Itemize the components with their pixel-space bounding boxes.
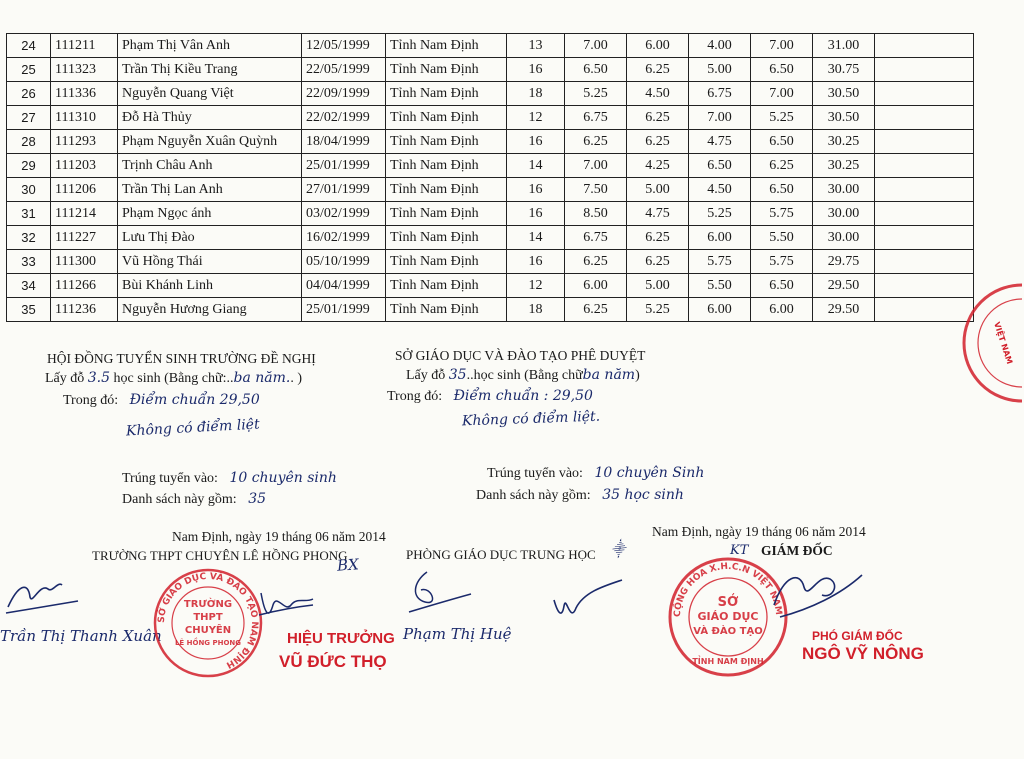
cell-name: Phạm Ngọc ánh bbox=[118, 202, 302, 226]
cell-note bbox=[875, 130, 974, 154]
dept-sign-hw: Phạm Thị Huệ bbox=[403, 625, 512, 643]
left-among-label: Trong đó: bbox=[63, 393, 119, 408]
cell-code: 111310 bbox=[51, 106, 118, 130]
cell-s2: 4.50 bbox=[627, 82, 689, 106]
cell-name: Nguyễn Hương Giang bbox=[118, 298, 302, 322]
right-count-words-hw: ba năm bbox=[582, 367, 636, 383]
right-stamp-line3: VÀ ĐÀO TẠO bbox=[693, 626, 763, 637]
cell-name: Bùi Khánh Linh bbox=[118, 274, 302, 298]
right-stamp-ring: CỘNG HÒA X.H.C.N VIỆT NAM bbox=[672, 561, 784, 618]
right-mid-signature-mark bbox=[550, 578, 625, 628]
cell-total: 30.25 bbox=[813, 130, 875, 154]
cell-col1: 18 bbox=[507, 82, 565, 106]
principal-signature-mark bbox=[255, 585, 315, 625]
deputy-title: PHÓ GIÁM ĐỐC bbox=[812, 629, 903, 643]
table-row bbox=[7, 58, 974, 82]
cell-s3: 6.00 bbox=[689, 298, 751, 322]
cell-stt: 27 bbox=[7, 106, 51, 130]
cell-s1: 7.50 bbox=[565, 178, 627, 202]
cell-total: 31.00 bbox=[813, 34, 875, 58]
right-count-line bbox=[406, 367, 640, 384]
right-stamp-line4: TỈNH NAM ĐỊNH bbox=[692, 657, 764, 666]
cell-col1: 16 bbox=[507, 202, 565, 226]
cell-s1: 6.25 bbox=[565, 298, 627, 322]
cell-s3: 5.25 bbox=[689, 202, 751, 226]
cell-s3: 4.50 bbox=[689, 178, 751, 202]
right-kt-hw: KT bbox=[730, 543, 749, 558]
left-list-label: Danh sách này gồm: bbox=[122, 492, 237, 507]
cell-s4: 6.50 bbox=[751, 274, 813, 298]
cell-note bbox=[875, 226, 974, 250]
cell-note bbox=[875, 274, 974, 298]
cell-s1: 6.25 bbox=[565, 250, 627, 274]
cell-s4: 5.75 bbox=[751, 250, 813, 274]
cell-s3: 5.75 bbox=[689, 250, 751, 274]
cell-s4: 5.75 bbox=[751, 202, 813, 226]
left-stamp-line3: CHUYÊN bbox=[184, 625, 232, 636]
cell-province: Tỉnh Nam Định bbox=[386, 226, 507, 250]
right-stamp-line1: SỞ bbox=[717, 595, 739, 610]
cell-total: 30.50 bbox=[813, 106, 875, 130]
right-admit bbox=[487, 465, 704, 482]
cell-dob: 04/04/1999 bbox=[302, 274, 386, 298]
cell-dob: 22/02/1999 bbox=[302, 106, 386, 130]
right-among-label: Trong đó: bbox=[387, 389, 443, 404]
left-admit-label: Trúng tuyển vào: bbox=[122, 471, 218, 486]
edge-stamp-text: VIỆT NAM bbox=[992, 320, 1015, 366]
right-count-suffix: ) bbox=[635, 368, 640, 383]
cell-s4: 7.00 bbox=[751, 82, 813, 106]
cell-s2: 4.25 bbox=[627, 154, 689, 178]
cell-s2: 6.25 bbox=[627, 130, 689, 154]
left-count-line bbox=[45, 370, 302, 387]
cell-s2: 6.25 bbox=[627, 250, 689, 274]
cell-s1: 6.00 bbox=[565, 274, 627, 298]
director-signature-mark bbox=[770, 565, 865, 625]
table-row bbox=[7, 34, 974, 58]
cell-note bbox=[875, 250, 974, 274]
cell-province: Tỉnh Nam Định bbox=[386, 298, 507, 322]
cell-col1: 14 bbox=[507, 154, 565, 178]
cell-total: 30.75 bbox=[813, 58, 875, 82]
left-school-stamp bbox=[152, 567, 264, 679]
cell-dob: 22/05/1999 bbox=[302, 58, 386, 82]
cell-name: Trịnh Châu Anh bbox=[118, 154, 302, 178]
cell-s3: 7.00 bbox=[689, 106, 751, 130]
cell-note bbox=[875, 82, 974, 106]
cell-s1: 6.75 bbox=[565, 106, 627, 130]
cell-note bbox=[875, 58, 974, 82]
cell-s4: 6.50 bbox=[751, 58, 813, 82]
cell-s3: 4.75 bbox=[689, 130, 751, 154]
left-date: Nam Định, ngày 19 tháng 06 năm 2014 bbox=[172, 529, 386, 544]
cell-dob: 25/01/1999 bbox=[302, 298, 386, 322]
cell-name: Vũ Hồng Thái bbox=[118, 250, 302, 274]
cell-dob: 25/01/1999 bbox=[302, 154, 386, 178]
cell-province: Tỉnh Nam Định bbox=[386, 82, 507, 106]
cell-col1: 16 bbox=[507, 130, 565, 154]
right-dept-initials-hw: ⸎ bbox=[610, 541, 627, 559]
cell-name: Nguyễn Quang Việt bbox=[118, 82, 302, 106]
right-count-mid: ..học sinh (Bằng chữ bbox=[466, 368, 583, 383]
left-note-hw: Không có điểm liệt bbox=[125, 416, 261, 440]
left-stamp-line2: THPT bbox=[193, 612, 223, 623]
left-list bbox=[122, 491, 266, 508]
table-row bbox=[7, 178, 974, 202]
cell-col1: 18 bbox=[507, 298, 565, 322]
cell-s2: 5.00 bbox=[627, 178, 689, 202]
cell-code: 111300 bbox=[51, 250, 118, 274]
table-row bbox=[7, 274, 974, 298]
right-dept: PHÒNG GIÁO DỤC TRUNG HỌC bbox=[406, 547, 596, 562]
left-admit-hw: 10 chuyên sinh bbox=[229, 470, 337, 486]
cell-s3: 5.50 bbox=[689, 274, 751, 298]
cell-col1: 14 bbox=[507, 226, 565, 250]
cell-s2: 5.25 bbox=[627, 298, 689, 322]
cell-stt: 32 bbox=[7, 226, 51, 250]
cell-s1: 8.50 bbox=[565, 202, 627, 226]
cell-col1: 16 bbox=[507, 58, 565, 82]
left-count-hw: 3.5 bbox=[87, 370, 111, 386]
cell-s4: 6.50 bbox=[751, 178, 813, 202]
right-date: Nam Định, ngày 19 tháng 06 năm 2014 bbox=[652, 524, 866, 539]
left-org: TRƯỜNG THPT CHUYÊN LÊ HỒNG PHONG bbox=[92, 548, 348, 563]
cell-code: 111336 bbox=[51, 82, 118, 106]
cell-col1: 16 bbox=[507, 250, 565, 274]
right-admit-hw: 10 chuyên Sinh bbox=[594, 465, 705, 481]
cell-stt: 28 bbox=[7, 130, 51, 154]
table-row bbox=[7, 250, 974, 274]
cell-code: 111206 bbox=[51, 178, 118, 202]
left-admit bbox=[122, 470, 337, 487]
right-heading: SỞ GIÁO DỤC VÀ ĐÀO TẠO PHÊ DUYỆT bbox=[395, 348, 646, 363]
cell-stt: 34 bbox=[7, 274, 51, 298]
cell-total: 29.75 bbox=[813, 250, 875, 274]
right-list-label: Danh sách này gồm: bbox=[476, 488, 591, 503]
cell-s1: 5.25 bbox=[565, 82, 627, 106]
cell-note bbox=[875, 106, 974, 130]
cell-code: 111211 bbox=[51, 34, 118, 58]
cell-col1: 16 bbox=[507, 178, 565, 202]
cell-s1: 7.00 bbox=[565, 154, 627, 178]
cell-s3: 6.75 bbox=[689, 82, 751, 106]
edge-stamp-fragment bbox=[962, 283, 1024, 403]
cell-stt: 26 bbox=[7, 82, 51, 106]
principal-name: VŨ ĐỨC THỌ bbox=[279, 652, 387, 671]
cell-s1: 6.75 bbox=[565, 226, 627, 250]
left-stamp-ring: SỞ GIÁO DỤC VÀ ĐÀO TẠO NAM ĐỊNH bbox=[156, 571, 260, 670]
cell-stt: 31 bbox=[7, 202, 51, 226]
cell-name: Trần Thị Lan Anh bbox=[118, 178, 302, 202]
cell-name: Phạm Thị Vân Anh bbox=[118, 34, 302, 58]
cell-total: 30.00 bbox=[813, 202, 875, 226]
cell-province: Tỉnh Nam Định bbox=[386, 34, 507, 58]
cell-s2: 4.75 bbox=[627, 202, 689, 226]
cell-col1: 12 bbox=[507, 106, 565, 130]
right-among-hw: Điểm chuẩn : 29,50 bbox=[453, 388, 593, 404]
cell-stt: 30 bbox=[7, 178, 51, 202]
left-count-suffix: . ) bbox=[290, 371, 303, 386]
cell-code: 111293 bbox=[51, 130, 118, 154]
right-count-hw: 35 bbox=[448, 367, 467, 383]
table-row bbox=[7, 202, 974, 226]
cell-s1: 6.25 bbox=[565, 130, 627, 154]
cell-dob: 16/02/1999 bbox=[302, 226, 386, 250]
cell-name: Lưu Thị Đào bbox=[118, 226, 302, 250]
left-count-mid: học sinh (Bằng chữ:.. bbox=[110, 371, 234, 386]
right-director: GIÁM ĐỐC bbox=[761, 543, 833, 558]
cell-total: 30.50 bbox=[813, 82, 875, 106]
table-row bbox=[7, 226, 974, 250]
cell-stt: 24 bbox=[7, 34, 51, 58]
principal-title: HIỆU TRƯỞNG bbox=[287, 630, 395, 647]
right-stamp-line2: GIÁO DỤC bbox=[697, 610, 759, 623]
cell-province: Tỉnh Nam Định bbox=[386, 58, 507, 82]
cell-total: 30.00 bbox=[813, 178, 875, 202]
left-among bbox=[63, 392, 260, 409]
dept-signature-mark bbox=[405, 568, 475, 618]
right-admit-label: Trúng tuyển vào: bbox=[487, 466, 583, 481]
cell-s1: 7.00 bbox=[565, 34, 627, 58]
table-row bbox=[7, 154, 974, 178]
cell-stt: 25 bbox=[7, 58, 51, 82]
cell-code: 111203 bbox=[51, 154, 118, 178]
cell-note bbox=[875, 298, 974, 322]
right-list bbox=[476, 487, 684, 504]
table-row bbox=[7, 130, 974, 154]
cell-note bbox=[875, 202, 974, 226]
cell-dob: 03/02/1999 bbox=[302, 202, 386, 226]
cell-s3: 5.00 bbox=[689, 58, 751, 82]
cell-s4: 7.00 bbox=[751, 34, 813, 58]
left-signature-mark bbox=[0, 575, 80, 620]
cell-total: 29.50 bbox=[813, 274, 875, 298]
cell-province: Tỉnh Nam Định bbox=[386, 202, 507, 226]
cell-stt: 35 bbox=[7, 298, 51, 322]
right-count-prefix: Lấy đỗ bbox=[406, 368, 449, 383]
cell-s1: 6.50 bbox=[565, 58, 627, 82]
cell-name: Đỗ Hà Thủy bbox=[118, 106, 302, 130]
cell-col1: 13 bbox=[507, 34, 565, 58]
table-row bbox=[7, 298, 974, 322]
cell-province: Tỉnh Nam Định bbox=[386, 178, 507, 202]
cell-total: 30.25 bbox=[813, 154, 875, 178]
left-count-prefix: Lấy đỗ bbox=[45, 371, 88, 386]
cell-dob: 12/05/1999 bbox=[302, 34, 386, 58]
cell-province: Tỉnh Nam Định bbox=[386, 106, 507, 130]
cell-name: Trần Thị Kiều Trang bbox=[118, 58, 302, 82]
cell-s4: 6.50 bbox=[751, 130, 813, 154]
cell-s2: 6.25 bbox=[627, 58, 689, 82]
left-count-words-hw: ba năm. bbox=[233, 370, 291, 386]
cell-code: 111236 bbox=[51, 298, 118, 322]
cell-province: Tỉnh Nam Định bbox=[386, 274, 507, 298]
cell-note bbox=[875, 34, 974, 58]
cell-note bbox=[875, 178, 974, 202]
cell-code: 111227 bbox=[51, 226, 118, 250]
cell-code: 111323 bbox=[51, 58, 118, 82]
cell-s2: 6.25 bbox=[627, 106, 689, 130]
cell-s2: 6.00 bbox=[627, 34, 689, 58]
table-row bbox=[7, 106, 974, 130]
cell-s4: 6.00 bbox=[751, 298, 813, 322]
cell-province: Tỉnh Nam Định bbox=[386, 154, 507, 178]
cell-total: 29.50 bbox=[813, 298, 875, 322]
cell-s4: 6.25 bbox=[751, 154, 813, 178]
right-note-hw: Không có điểm liệt. bbox=[461, 408, 601, 430]
left-among-hw: Điểm chuẩn 29,50 bbox=[129, 392, 260, 408]
right-among bbox=[387, 388, 593, 405]
cell-dob: 05/10/1999 bbox=[302, 250, 386, 274]
left-heading: HỘI ĐỒNG TUYỂN SINH TRƯỜNG ĐỀ NGHỊ bbox=[47, 351, 316, 366]
left-stamp-line1: TRƯỜNG bbox=[183, 599, 233, 610]
cell-s3: 6.50 bbox=[689, 154, 751, 178]
deputy-name: NGÔ VỸ NÔNG bbox=[802, 644, 924, 663]
cell-s4: 5.50 bbox=[751, 226, 813, 250]
cell-s2: 5.00 bbox=[627, 274, 689, 298]
left-stamp-line4: LÊ HỒNG PHONG bbox=[174, 639, 242, 647]
cell-s2: 6.25 bbox=[627, 226, 689, 250]
cell-name: Phạm Nguyễn Xuân Quỳnh bbox=[118, 130, 302, 154]
cell-total: 30.00 bbox=[813, 226, 875, 250]
table-row bbox=[7, 82, 974, 106]
cell-dob: 22/09/1999 bbox=[302, 82, 386, 106]
cell-code: 111214 bbox=[51, 202, 118, 226]
cell-dob: 27/01/1999 bbox=[302, 178, 386, 202]
left-list-hw: 35 bbox=[248, 491, 267, 507]
score-table bbox=[6, 33, 974, 322]
cell-s3: 4.00 bbox=[689, 34, 751, 58]
cell-stt: 29 bbox=[7, 154, 51, 178]
cell-s3: 6.00 bbox=[689, 226, 751, 250]
cell-s4: 5.25 bbox=[751, 106, 813, 130]
cell-dob: 18/04/1999 bbox=[302, 130, 386, 154]
right-list-hw: 35 học sinh bbox=[602, 487, 684, 503]
cell-note bbox=[875, 154, 974, 178]
cell-col1: 12 bbox=[507, 274, 565, 298]
cell-stt: 33 bbox=[7, 250, 51, 274]
cell-province: Tỉnh Nam Định bbox=[386, 250, 507, 274]
cell-province: Tỉnh Nam Định bbox=[386, 130, 507, 154]
left-sign-hw: Trần Thị Thanh Xuân bbox=[0, 627, 162, 645]
left-initials-hw: BX bbox=[336, 555, 360, 575]
cell-code: 111266 bbox=[51, 274, 118, 298]
